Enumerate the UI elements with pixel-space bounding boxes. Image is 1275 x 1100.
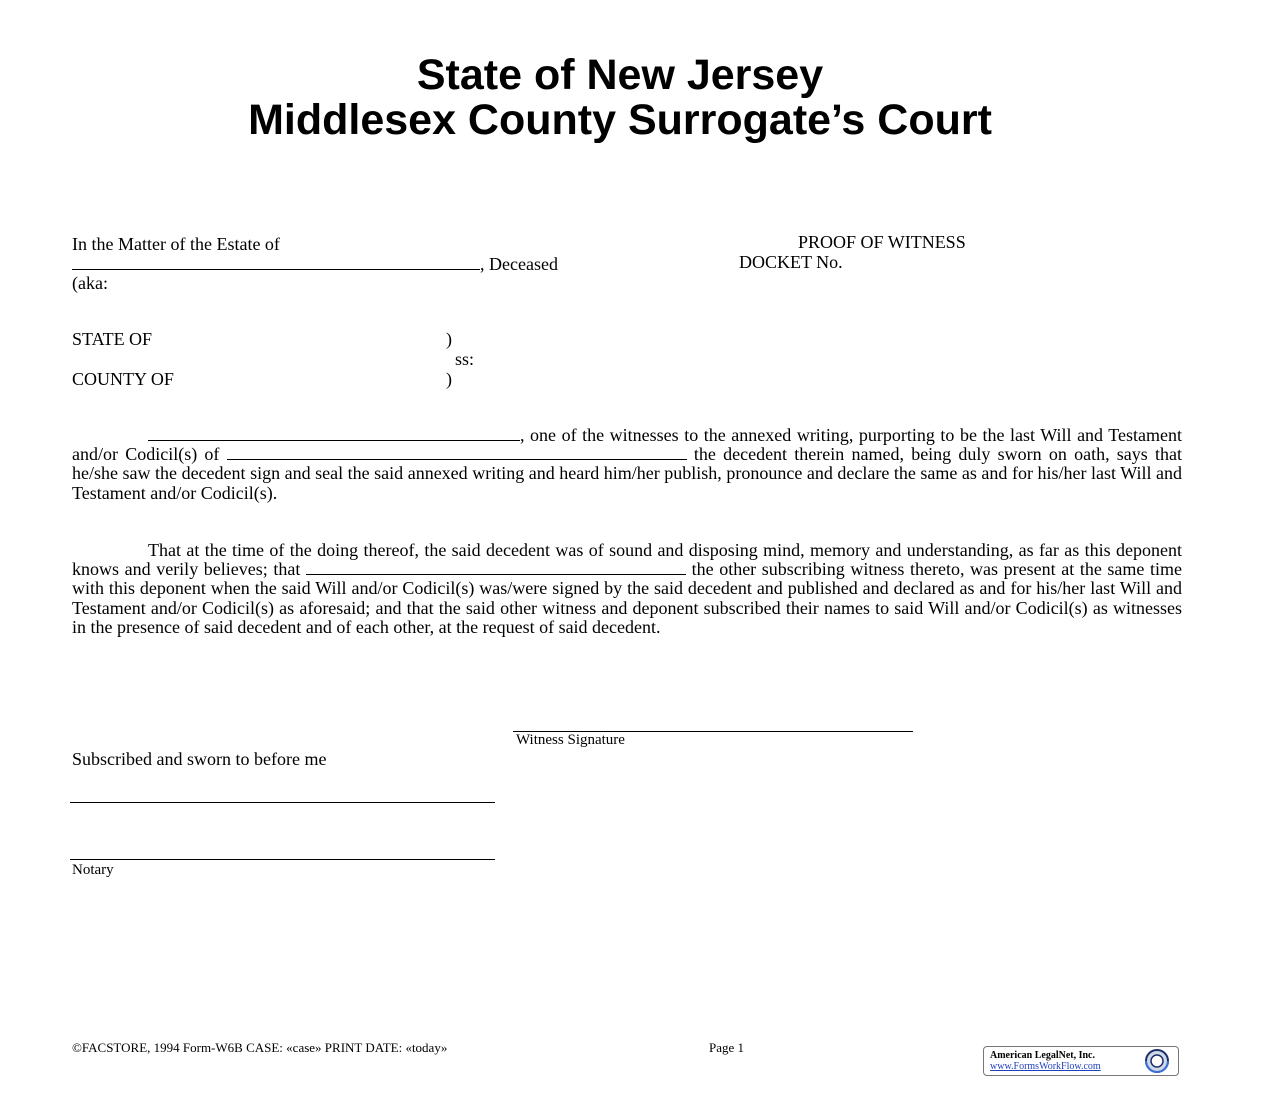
venue-paren-top: ) xyxy=(446,329,452,349)
paragraph2-text-b: the other subscribing witness thereto, was present at the same time with this deponent when the said Will and/or Codicil(s) was/were signed by the said decedent and published and declared as and for his/her last Will and Testament and/or Codicil(s) as aforesaid; and that the said other witness and deponent subscribed their names to said Will and/or Codicil(s) as witnesses in the presence of said decedent and of each other, at the request of said decedent. xyxy=(72,559,1183,637)
sound-mind-paragraph xyxy=(72,541,1182,637)
venue-paren-bottom: ) xyxy=(446,369,452,389)
notary-date-line[interactable] xyxy=(70,802,495,803)
paragraph2-text-a: That at the time of the doing thereof, the said decedent was of sound and disposing mind, memory and understanding, as far as this deponent knows and verily believes; that xyxy=(72,540,1182,580)
testator-name-blank[interactable] xyxy=(227,445,687,460)
decedent-name-blank[interactable] xyxy=(72,255,480,270)
witness-statement-paragraph xyxy=(72,426,1182,503)
logo-url-link[interactable]: www.FormsWorkFlow.com xyxy=(990,1061,1101,1072)
estate-matter-label: In the Matter of the Estate of xyxy=(72,234,280,254)
aka-label: (aka: xyxy=(72,273,108,293)
witness-name-blank[interactable] xyxy=(148,426,520,441)
logo-company-name: American LegalNet, Inc. xyxy=(990,1050,1095,1061)
notary-signature-line[interactable] xyxy=(70,859,495,860)
deceased-label: , Deceased xyxy=(480,254,558,274)
notary-label: Notary xyxy=(72,862,114,878)
paragraph1-text-a: , one of the witnesses to the annexed writing, purporting to be the last Will and Testament and/or Codicil(s) of xyxy=(72,425,1182,465)
page-number: Page 1 xyxy=(709,1040,745,1055)
document-title: PROOF OF WITNESS xyxy=(798,232,966,252)
sworn-before-me-label: Subscribed and sworn to before me xyxy=(72,749,327,769)
deceased-line xyxy=(72,254,558,275)
witness-signature-label: Witness Signature xyxy=(516,732,625,748)
court-state-title: State of New Jersey xyxy=(416,51,824,99)
other-witness-name-blank[interactable] xyxy=(306,560,686,575)
american-legalnet-logo[interactable] xyxy=(983,1046,1179,1076)
docket-number-label: DOCKET No. xyxy=(739,252,843,272)
paragraph1-text-b: the decedent therein named, being duly sworn on oath, says that he/she saw the decedent sign and seal the said annexed writing and heard him/her publish, pronounce and declare the same as and for his/her last Will and Testament and/or Codicil(s). xyxy=(72,444,1183,503)
state-of-label: STATE OF xyxy=(72,329,153,349)
globe-icon xyxy=(1142,1048,1172,1074)
county-of-label: COUNTY OF xyxy=(72,369,174,389)
ss-label: ss: xyxy=(455,349,475,369)
court-name-title: Middlesex County Surrogate’s Court xyxy=(248,96,992,144)
form-footer-text: ©FACSTORE, 1994 Form-W6B CASE: «case» PRINT DATE: «today» xyxy=(72,1040,448,1055)
